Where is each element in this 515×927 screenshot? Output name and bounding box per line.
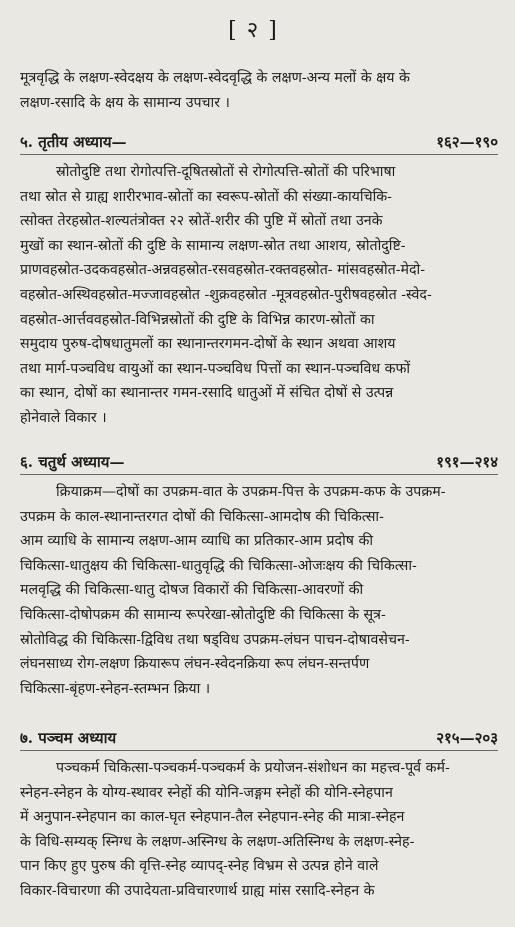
text-line: क्रियाक्रम—दोषों का उपक्रम-वात के उपक्रम-पित्त के उपक्रम-कफ के उपक्रम- (56, 484, 446, 500)
text-line: का स्थान, दोषों का स्थानान्तर गमन-रसादि धातुओं में संचित दोषों से उत्पन्न (20, 385, 394, 402)
text-line: चिकित्सा-बृंहण-स्नेहन-स्तम्भन क्रिया । (20, 680, 211, 697)
chapter-title: ७. पञ्चम अध्याय (20, 729, 117, 747)
text-line: स्रोतोदुष्टि तथा रोगोत्पत्ति-दूषितस्रोतों से रोगोत्पत्ति-स्रोतों की परिभाषा (56, 164, 396, 180)
divider (20, 154, 498, 155)
text-line: स्नेहन-स्नेहन के योग्य-स्थावर स्नेहों की योनि-जङ्गम स्नेहों की योनि-स्नेहपान (20, 784, 393, 801)
text-line: पञ्चकर्म चिकित्सा-पञ्चकर्म-पञ्चकर्म के प्रयोजन-संशोधन का महत्त्व-पूर्व कर्म- (56, 760, 450, 776)
page-number (0, 14, 515, 44)
text-line: स्रोतोविद्ध की चिकित्सा-द्विविध तथा षड्विध उपक्रम-लंघन पाचन-दोषावसेचन- (20, 631, 410, 648)
chapter-heading (20, 452, 498, 474)
text-line: मुखों का स्थान-स्रोतों की दुष्टि के सामान्य लक्षण-स्रोत तथा आशय, स्रोतोदुष्टि- (20, 237, 406, 254)
text-line: होनेवाले विकार । (20, 409, 107, 426)
text-line: में अनुपान-स्नेहपान का काल-घृत स्नेहपान-तैल स्नेहपान-स्नेह की मात्रा-स्नेहन (20, 809, 405, 826)
text-line: वहस्रोत-आर्त्तववहस्रोत-विभिन्नस्रोतों की दुष्टि के विभिन्न कारण-स्रोतों का (20, 311, 375, 328)
chapter-contents (20, 756, 498, 904)
text-line: विकार-विचारणा की उपादेयता-प्रविचारणार्थ ग्राह्य मांस रसादि-स्नेहन के (20, 882, 375, 899)
text-line: तथा स्रोत से ग्राह्य शारीरभाव-स्रोतों का स्वरूप-स्रोतों की संख्या-कायचिकि- (20, 188, 392, 205)
divider (20, 474, 498, 475)
text-line: तथा मार्ग-पञ्चविध वायुओं का स्थान-पञ्चविध पित्तों का स्थान-पञ्चविध कफों (20, 360, 411, 377)
text-line: के विधि-सम्यक् स्निग्ध के लक्षण-अस्निग्ध के लक्षण-अतिस्निग्ध के लक्षण-स्नेह- (20, 833, 415, 850)
text-line: लक्षण-रसादि के क्षय के सामान्य उपचार । (20, 94, 230, 111)
text-line: लंघनसाध्य रोग-लक्षण क्रियारूप लंघन-स्वेदनक्रिया रूप लंघन-सन्तर्पण (20, 656, 370, 673)
text-line: चिकित्सा-दोषोपक्रम की सामान्य रूपरेखा-स्रोतोदुष्टि की चिकित्सा के सूत्र- (20, 606, 386, 623)
text-line: पान किए हुए पुरुष की वृत्ति-स्नेह व्यापद्-स्नेह विभ्रम से उत्पन्न होने वाले (20, 858, 379, 875)
chapter-page-range: २१५—२०३ (436, 729, 498, 747)
chapter-contents (20, 160, 498, 431)
text-line: वहस्रोत-अस्थिवहस्रोत-मज्जावहस्रोत -शुक्रवहस्रोत -मूत्रवहस्रोत-पुरीषवहस्रोत -स्वेद- (20, 286, 432, 303)
text-line: आम व्याधि के सामान्य लक्षण-आम व्याधि का प्रतिकार-आम प्रदोष की (20, 533, 374, 550)
text-line: चिकित्सा-धातुक्षय की चिकित्सा-धातुवृद्धि की चिकित्सा-ओजःक्षय की चिकित्सा- (20, 557, 417, 574)
page-number-value: २ (246, 18, 269, 43)
text-line: उपक्रम के काल-स्थानान्तरगत दोषों की चिकित्सा-आमदोष की चिकित्सा- (20, 508, 384, 525)
left-bracket: [ (228, 18, 247, 43)
chapter-heading (20, 728, 498, 750)
intro-paragraph (20, 66, 498, 115)
chapter-title: ६. चतुर्थ अध्याय— (20, 453, 125, 471)
chapter-page-range: १६२—१९० (436, 133, 498, 151)
text-line: प्राणवहस्रोत-उदकवहस्रोत-अन्नवहस्रोत-रसवहस्रोत-रक्तवहस्रोत- मांसवहस्रोत-मेदो- (20, 262, 426, 279)
text-line: मलवृद्धि की चिकित्सा-धातु दोषज विकारों की चिकित्सा-आवरणों की (20, 582, 364, 599)
text-line: समुदाय पुरुष-दोषधातुमलों का स्थानान्तरगमन-दोषों के स्थान अथवा आशय (20, 336, 396, 353)
chapter-page-range: १९१—२१४ (436, 453, 498, 471)
chapter-title: ५. तृतीय अध्याय— (20, 133, 127, 151)
divider (20, 750, 498, 751)
right-bracket: ] (268, 18, 287, 43)
text-line: मूत्रवृद्धि के लक्षण-स्वेदक्षय के लक्षण-स्वेदवृद्धि के लक्षण-अन्य मलों के क्षय के (20, 70, 410, 86)
text-line: त्सोक्त तेरहस्रोत-शल्यतंत्रोक्त २२ स्रोतें-शरीर की पुष्टि में स्रोतों तथा उनके (20, 213, 383, 230)
chapter-contents (20, 480, 498, 701)
chapter-heading (20, 132, 498, 154)
